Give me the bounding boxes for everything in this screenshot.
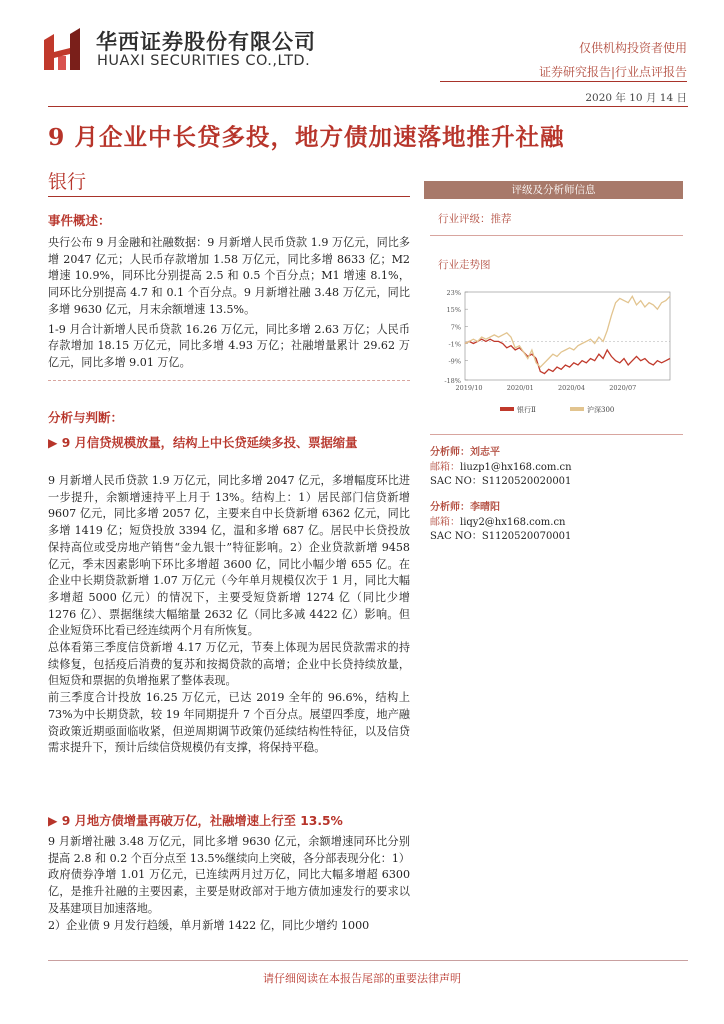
- report-date: 2020 年 10 月 14 日: [585, 92, 687, 104]
- legend-label: 银行Ⅱ: [517, 406, 536, 414]
- analyst-1-sac: SAC NO：S1120520020001: [430, 476, 572, 487]
- analyst-2-sac: SAC NO：S1120520070001: [430, 531, 572, 542]
- y-tick-label: -9%: [448, 357, 461, 366]
- analyst-1-label: 分析师：: [430, 447, 470, 458]
- event-divider: [48, 380, 410, 381]
- analyst-2-name: 李晴阳: [470, 502, 500, 513]
- trend-label: 行业走势图: [438, 259, 491, 271]
- footer-divider: [48, 960, 688, 961]
- series-line-csi300: [465, 296, 670, 367]
- event-body: [48, 235, 410, 372]
- analysis-paragraph-5: 2）企业债 9 月发行趋缓，单月新增 1422 亿，同比少增约 1000: [48, 918, 370, 932]
- industry-label: 银行: [48, 171, 87, 193]
- analysis-body-1: [48, 473, 410, 757]
- analysis-paragraph-3: 前三季度合计投放 16.25 万亿元，已达 2019 全年的 96.6%，结构上 73%为中长期贷款，较 19 年同期提升 7 个百分点。展望四季度，地产融资政策近期亟面临收紧，但逆周期调节政策仍延续结构性特征，以及信贷需求提升下，预计后续信贷规模仍有支撑，将保持平稳。: [48, 691, 410, 755]
- event-paragraph-1: 央行公布 9 月金融和社融数据：9 月新增人民币贷款 1.9 万亿元，同比多增 2047 亿元；人民币存款增加 1.58 万亿元，同比多增 8633 亿；M2 增速 10.9%，同环比分别提高 2.5 和 0.5 个百分点；M1 增速 8.1%，同环比分别提高 4.7 和 0.1 个百分点。9 月新增社融 3.48 万亿元，同比多增 9630 亿元，月末余额增速 13.5%。: [48, 236, 410, 316]
- chart-x-ticks: [455, 384, 636, 392]
- analysis-paragraph-4: 9 月新增社融 3.48 万亿元，同比多增 9630 亿元，余额增速同环比分别提高 2.8 和 0.2 个百分点至 13.5%继续向上突破，各分部表现分化：1）政府债券净增 1.01 万亿元，已连续两月过万亿，同比大幅多增超 6300 亿，是推升社融的主要因素，主要是财政部对于地方债加速发行的要求以及基建项目加速落地。: [48, 835, 410, 915]
- analysis-body-2: [48, 834, 410, 934]
- chart-divider: [430, 434, 683, 435]
- analyst-2: [430, 501, 571, 545]
- analyst-1-name: 刘志平: [470, 447, 500, 458]
- y-tick-label: 7%: [450, 323, 461, 332]
- series-line-bank: [465, 339, 670, 373]
- analyst-2-email[interactable]: liqy2@hx168.com.cn: [460, 516, 566, 528]
- legend-label: 沪深300: [587, 406, 615, 414]
- rating-label: 行业评级：: [438, 213, 491, 225]
- y-tick-label: 23%: [446, 289, 461, 297]
- chart-legend: [500, 405, 614, 414]
- legend-swatch: [570, 407, 584, 411]
- rating-value: 推荐: [490, 213, 512, 225]
- event-paragraph-2: 1-9 月合计新增人民币贷款 16.26 万亿元，同比多增 2.63 万亿；人民币存款增加 18.15 万亿元，同比多增 4.93 万亿；社融增量累计 29.62 万亿元，同比多增 9.01 万亿。: [48, 322, 410, 369]
- analyst-1-email-label: 邮箱：: [430, 461, 460, 473]
- header-divider: [440, 81, 687, 82]
- analyst-1-email[interactable]: liuzp1@hx168.com.cn: [460, 461, 572, 473]
- analysis-subheading-1: ▶ 9 月信贷规模放量，结构上中长贷延续多投、票据缩量: [48, 436, 358, 450]
- rating-divider: [430, 235, 683, 236]
- rating-row: [438, 211, 512, 226]
- rating-box-header: 评级及分析师信息: [424, 181, 683, 199]
- company-name-en: HUAXI SECURITIES CO.,LTD.: [97, 53, 311, 69]
- x-tick-label: 2020/07: [609, 384, 637, 392]
- report-type: 证券研究报告|行业点评报告: [538, 65, 687, 79]
- analysis-paragraph-1: 9 月新增人民币贷款 1.9 万亿元，同比多增 2047 亿元，多增幅度环比进一步提升，余额增速持平上月于 13%。结构上：1）居民部门信贷新增 9607 亿元，同比多增 2057 亿，主要来自中长贷新增 6362 亿元，同比多增 1419 亿；短贷投放 3394 亿，温和多增 687 亿。居民中长贷投放保持高位或受房地产销售“金九银十”特征影响。2）企业贷款新增 9458 亿元，季末因素影响下环比多增超 3600 亿，同比小幅少增 655 亿。在企业中长期贷款新增 1.07 万亿元（今年单月规模仅次于 1 月，同比大幅多增超 5000 亿元）的情况下，主要受短贷新增 1274 亿（同比少增 1276 亿）、票据继续大幅缩量 2632 亿（同比多减 4422 亿）影响。但企业短贷环比看已经连续两个月有所恢复。: [48, 474, 410, 638]
- event-heading: 事件概述：: [48, 213, 111, 228]
- x-tick-label: 2020/01: [506, 384, 534, 392]
- y-tick-label: 15%: [446, 306, 461, 315]
- analysis-heading: 分析与判断：: [48, 410, 124, 425]
- huaxi-logo-icon: [44, 26, 84, 70]
- x-tick-label: 2019/10: [455, 384, 483, 392]
- analyst-1: [430, 446, 572, 490]
- footer-disclaimer: 请仔细阅读在本报告尾部的重要法律声明: [263, 972, 461, 985]
- analyst-2-label: 分析师：: [430, 502, 470, 513]
- y-tick-label: -1%: [448, 340, 461, 349]
- company-name-cn: 华西证券股份有限公司: [96, 30, 316, 54]
- industry-divider: [48, 196, 410, 197]
- disclaimer-top: 仅供机构投资者使用: [578, 41, 687, 55]
- y-tick-label: -18%: [444, 377, 461, 385]
- x-tick-label: 2020/04: [557, 384, 586, 392]
- title-divider-top: [48, 106, 688, 107]
- analyst-2-email-label: 邮箱：: [430, 516, 460, 528]
- report-title: 9 月企业中长贷多投，地方债加速落地推升社融: [48, 123, 565, 151]
- legend-swatch: [500, 407, 514, 411]
- analysis-paragraph-2: 总体看第三季度信贷新增 4.17 万亿元，节奏上体现为居民贷款需求的持续修复，包括疫后消费的复苏和按揭贷款的高增；企业中长贷持续放量，但短贷和票据的负增拖累了整体表现。: [48, 641, 410, 688]
- industry-trend-chart: [430, 284, 683, 419]
- analysis-subheading-2: ▶ 9 月地方债增量再破万亿，社融增速上行至 13.5%: [48, 814, 343, 828]
